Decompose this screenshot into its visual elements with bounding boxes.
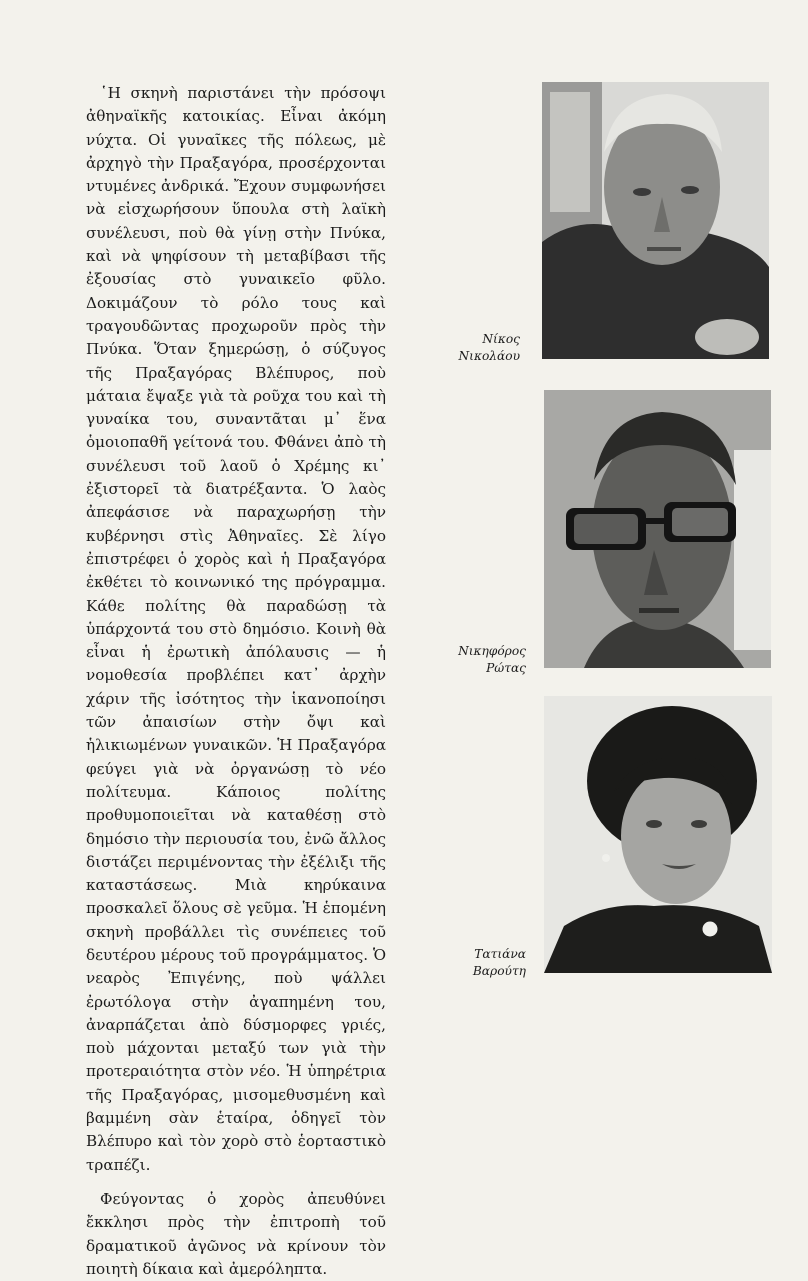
portrait-photo-1 xyxy=(542,82,769,359)
caption-3-line-2: Βαρούτη xyxy=(472,963,526,978)
caption-1-line-1: Νίκος xyxy=(482,332,520,346)
portrait-caption-3 xyxy=(426,946,526,979)
portrait-caption-1 xyxy=(420,331,520,364)
portrait-photo-3 xyxy=(544,696,772,973)
caption-2-line-1: Νικηφόρος xyxy=(458,644,526,658)
portrait-photo-2 xyxy=(544,390,771,668)
caption-2-line-2: Ρώτας xyxy=(486,660,526,675)
synopsis-paragraph-2: Φεύγοντας ὁ χορὸς ἀπευθύνει ἔκκλησι πρὸς τὴν ἐπιτροπὴ τοῦ δραματικοῦ ἀγῶνος νὰ κρίνουν τὸν ποιητὴ δίκαια καὶ ἀμερόληπτα. xyxy=(86,1189,386,1278)
synopsis-paragraph-1: ῾Η σκηνὴ παριστάνει τὴν πρόσοψι ἀθηναϊκῆς κατοικίας. Εἶναι ἀκόμη νύχτα. Οἱ γυναῖκες τῆς πόλεως, μὲ ἀρχηγὸ τὴν Πραξαγόρα, προσέρχονται ντυμένες ἀνδρικά. Ἔχουν συμφωνήσει νὰ εἰσχωρήσουν ὕπουλα στὴ λαϊκὴ συνέλευσι, ποὺ θὰ γίνῃ στὴν Πνύκα, καὶ νὰ ψηφίσουν τὴ μεταβίβασι τῆς ἐξουσίας στὸ γυναικεῖο φῦλο. Δοκιμάζουν τὸ ρόλο τους καὶ τραγουδῶντας προχωροῦν πρὸς τὴν Πνύκα. Ὅταν ξημερώσῃ, ὁ σύζυγος τῆς Πραξαγόρας Βλέπυρος, ποὺ μάταια ἔψαξε γιὰ τὰ ροῦχα του καὶ τὴ γυναίκα του, συναντᾶται μ᾽ ἕνα ὁμοιοπαθῆ γείτονά του. Φθάνει ἀπὸ τὴ συνέλευσι τοῦ λαοῦ ὁ Χρέμης κι᾽ ἐξιστορεῖ τὰ διατρέξαντα. Ὁ λαὸς ἀπεφάσισε νὰ παραχωρήσῃ τὴν κυβέρνησι στὶς Ἀθηναῖες. Σὲ λίγο ἐπιστρέφει ὁ χορὸς καὶ ἡ Πραξαγόρα ἐκθέτει τὸ κοινωνικό της πρόγραμμα. Κάθε πολίτης θὰ παραδώσῃ τὰ ὑπάρχοντά του στὸ δημόσιο. Κοινὴ θὰ εἶναι ἡ ἐρωτικὴ ἀπόλαυσις — ἡ νομοθεσία προβλέπει κατ᾽ ἀρχὴν χάριν τῆς ἰσότητος τὴν ἱκανοποίησι τῶν ἀπαισίων στὴν ὄψι καὶ ἡλικιωμένων γυναικῶν. Ἡ Πραξαγόρα φεύγει γιὰ νὰ ὀργανώσῃ τὸ νέο πολίτευμα. Κάποιος πολίτης προθυμοποιεῖται νὰ καταθέσῃ στὸ δημόσιο τὴν περιουσία του, ἐνῶ ἄλλος διστάζει περιμένοντας τὴν ἐξέλιξι τῆς καταστάσεως. Μιὰ κηρύκαινα προσκαλεῖ ὅλους σὲ γεῦμα. Ἡ ἑπομένη σκηνὴ προβάλλει τὶς συνέπειες τοῦ δευτέρου μέρους τοῦ προγράμματος. Ὁ νεαρὸς Ἐπιγένης, ποὺ ψάλλει ἐρωτόλογα στὴν ἀγαπημένη του, ἀναρπάζεται ἀπὸ δύσμορφες γριές, ποὺ μάχονται μεταξύ των γιὰ τὴν προτεραιότητα στὸν νέο. Ἡ ὑπηρέτρια τῆς Πραξαγόρας, μισομεθυσμένη καὶ βαμμένη σὰν ἑταίρα, ὁδηγεῖ τὸν Βλέπυρο καὶ τὸν χορὸ στὸ ἑορταστικὸ τραπέζι. xyxy=(86,84,386,1174)
portrait-caption-2 xyxy=(426,643,526,676)
caption-1-line-2: Νικολάου xyxy=(458,348,520,363)
synopsis-text xyxy=(86,82,386,1281)
caption-3-line-1: Τατιάνα xyxy=(474,947,526,961)
